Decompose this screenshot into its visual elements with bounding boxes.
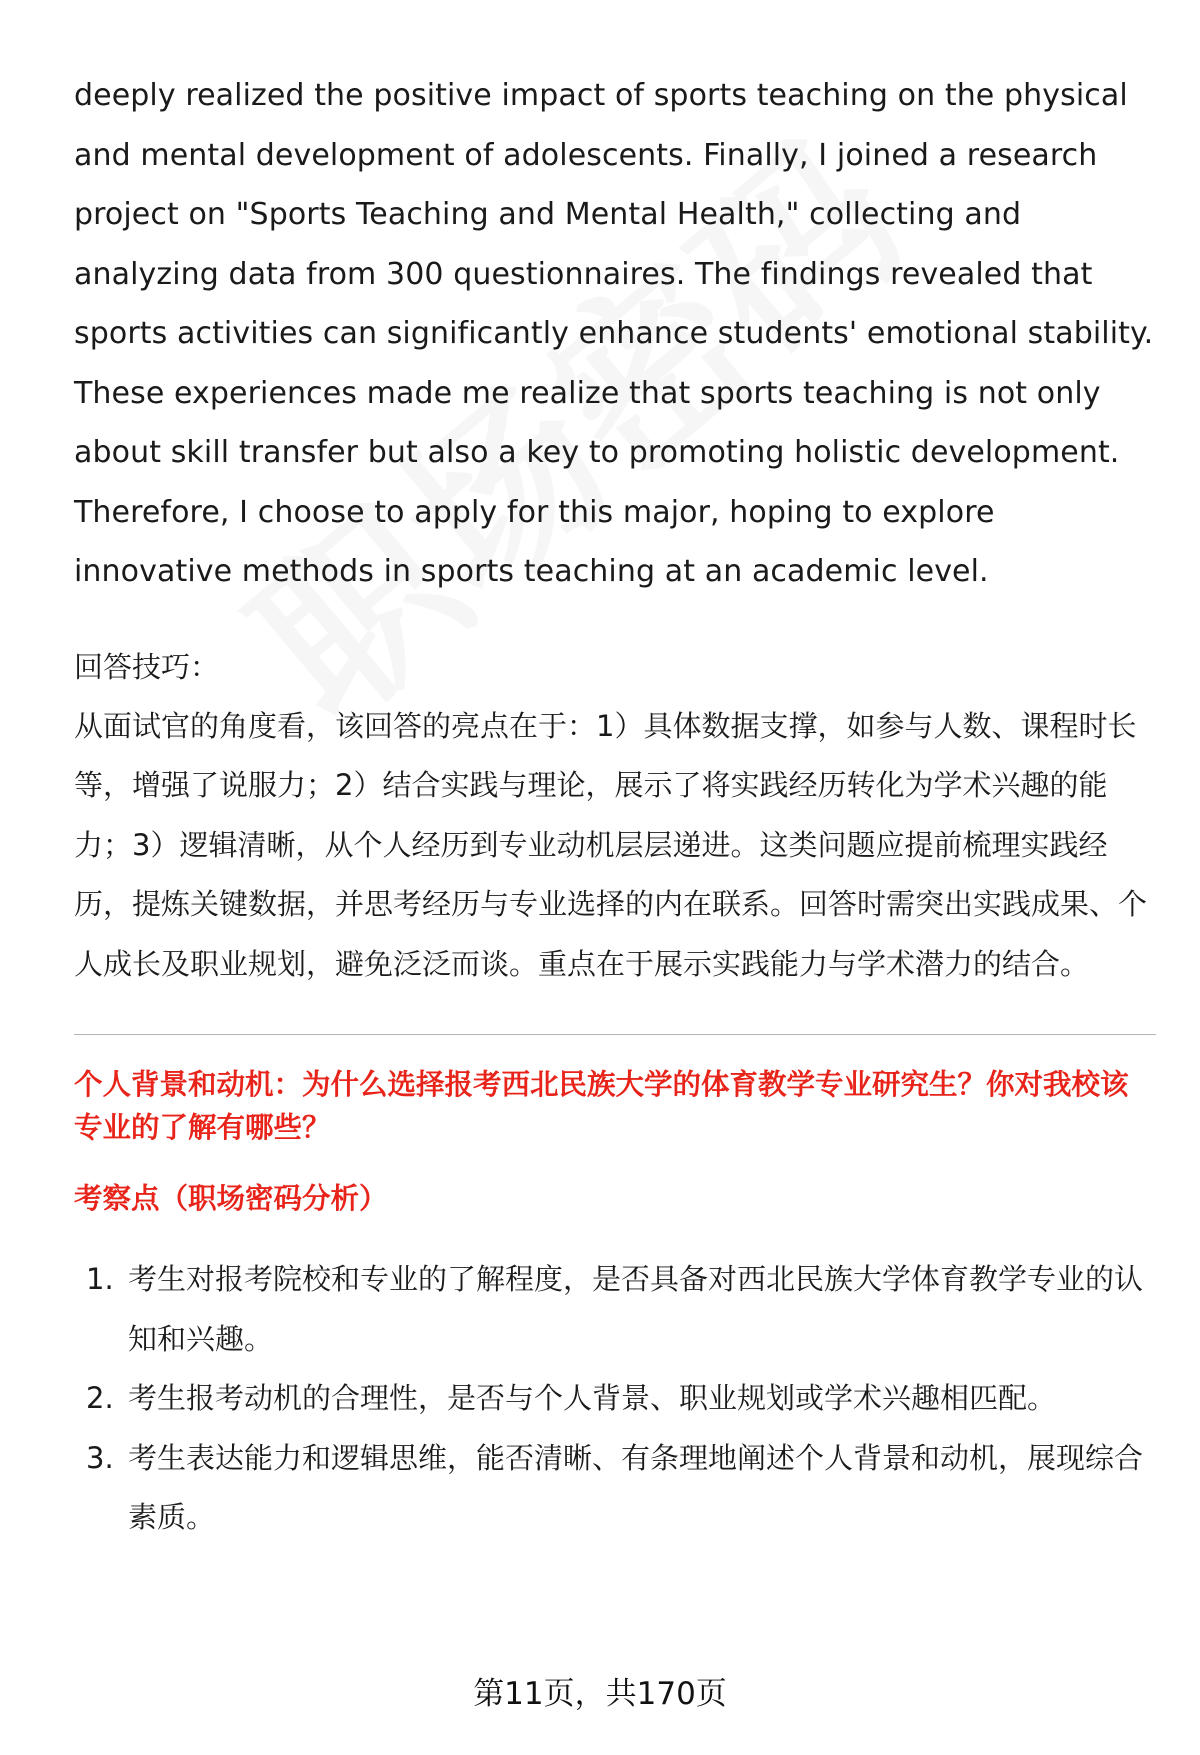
list-item-number: 2. — [86, 1381, 114, 1415]
list-item-number: 1. — [86, 1262, 114, 1296]
list-item-text: 考生对报考院校和专业的了解程度，是否具备对西北民族大学体育教学专业的认知和兴趣。 — [128, 1262, 1144, 1356]
analysis-heading: 考察点（职场密码分析） — [74, 1182, 388, 1215]
analysis-points-list — [74, 1250, 1156, 1548]
page-number-footer: 第11页，共170页 — [473, 1676, 727, 1712]
list-item-number: 3. — [86, 1440, 114, 1475]
list-item — [74, 1250, 1156, 1369]
intro-paragraph: deeply realized the positive impact of sports teaching on the physical and mental development of adolescents. Finally, I joined a research project on "Sports Teaching and Mental Health," collecting and analyzing data from 300 questionnaires. The findings revealed that sports activities can significantly enhance students' emotional stability. These experiences made me realize that sports teaching is not only about skill transfer but also a key to promoting holistic development. Therefore, I choose to apply for this major, hoping to explore innovative methods in sports teaching at an academic level. — [74, 78, 1154, 589]
tips-body: 从面试官的角度看，该回答的亮点在于：1）具体数据支撑，如参与人数、课程时长等，增强了说服力；2）结合实践与理论，展示了将实践经历转化为学术兴趣的能力；3）逻辑清晰，从个人经历到专业动机层层递进。这类问题应提前梳理实践经历，提炼关键数据，并思考经历与专业选择的内在联系。回答时需突出实践成果、个人成长及职业规划，避免泛泛而谈。重点在于展示实践能力与学术潜力的结合。 — [74, 708, 1148, 981]
document-page — [74, 66, 1156, 1548]
question-heading: 个人背景和动机：为什么选择报考西北民族大学的体育教学专业研究生？你对我校该专业的了解有哪些？ — [74, 1068, 1129, 1144]
list-item — [74, 1429, 1156, 1548]
list-item-text: 考生报考动机的合理性，是否与个人背景、职业规划或学术兴趣相匹配。 — [128, 1381, 1057, 1415]
section-divider — [74, 1034, 1156, 1035]
list-item-text: 考生表达能力和逻辑思维，能否清晰、有条理地阐述个人背景和动机，展现综合素质。 — [128, 1440, 1144, 1534]
list-item — [74, 1369, 1156, 1429]
tips-label: 回答技巧： — [74, 649, 220, 684]
